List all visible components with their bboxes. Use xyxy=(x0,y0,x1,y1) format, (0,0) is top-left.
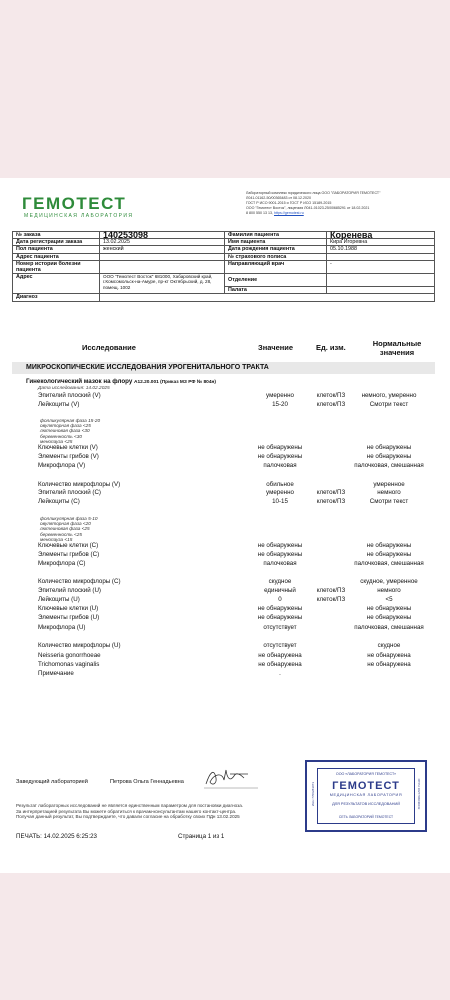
result-name: Эпителий плоский (C) xyxy=(38,489,101,496)
page-number: Страница 1 из 1 xyxy=(178,833,225,840)
ward-label: Палата xyxy=(225,287,327,294)
dept-label: Отделение xyxy=(225,274,327,287)
order-no-value: 140253098 xyxy=(100,232,225,239)
result-name: Элементы грибов (U) xyxy=(38,614,100,621)
group-code: A12.20.001 (Приказ МЗ РФ № 804н) xyxy=(134,380,216,385)
policy-value xyxy=(327,253,435,260)
result-name: Trichomonas vaginalis xyxy=(38,661,100,668)
stamp-main-text: ГЕМОТЕСТ xyxy=(332,780,400,792)
ref-note: беременность <30 xyxy=(40,433,82,439)
lab-info-line: Л041-01162-50/00365483 от 08.12.2020 xyxy=(246,196,312,200)
result-norm: немного xyxy=(377,587,401,594)
result-value: отсутствует xyxy=(263,642,297,649)
policy-label: № страхового полиса xyxy=(225,253,327,260)
signature-icon xyxy=(200,764,260,792)
result-norm: умеренное xyxy=(373,481,405,488)
result-unit: клеток/ПЗ xyxy=(316,392,346,399)
addr-value: ООО "Гемотест Восток" 681000, Хабаровский край, г.Комсомольск-на-Амуре, пр-кт Октябрьский, д. 28, помещ. 1002 xyxy=(100,274,225,294)
result-name: Эпителий плоский (V) xyxy=(38,392,101,399)
result-norm: немного, умеренно xyxy=(361,392,417,399)
birth-label: Дата рождения пациента xyxy=(225,246,327,253)
result-value: не обнаружены xyxy=(257,453,303,460)
result-norm: <5 xyxy=(385,596,393,603)
ref-notes-v xyxy=(40,418,100,444)
result-norm: Смотри текст xyxy=(369,498,409,505)
group-name: Гинекологический мазок на флору xyxy=(26,378,133,385)
disclaimer-line: Получая данный результат, Вы подтверждаете, что давали согласие на обработку своих ПДн 13.02.2025 xyxy=(16,814,240,820)
result-value: единичный xyxy=(264,587,296,594)
result-value: не обнаружены xyxy=(257,444,303,451)
result-name: Элементы грибов (V) xyxy=(38,453,99,460)
result-name: Ключевые клетки (C) xyxy=(38,542,99,549)
result-value: не обнаружены xyxy=(257,605,303,612)
patient-address-label: Адрес пациента xyxy=(13,253,100,260)
result-norm: не обнаружены xyxy=(366,551,412,558)
col-study-header: Исследование xyxy=(82,343,136,352)
stamp-for-text: ДЛЯ РЕЗУЛЬТАТОВ ИССЛЕДОВАНИЙ xyxy=(332,802,400,806)
ref-note: овуляторная фаза <25 xyxy=(40,423,91,429)
result-name: Примечание xyxy=(38,670,74,677)
result-name: Элементы грибов (C) xyxy=(38,551,100,558)
result-norm: не обнаружены xyxy=(366,605,412,612)
ref-note: фолликулярная фаза 5-10 xyxy=(40,516,98,521)
lab-phone: 8 800 550 13 13, xyxy=(246,211,273,215)
order-no-label: № заказа xyxy=(13,232,100,239)
result-name: Эпителий плоский (U) xyxy=(38,587,101,594)
result-value: умеренно xyxy=(266,489,294,496)
result-name: Количество микрофлоры (C) xyxy=(38,578,121,585)
col-norm-header: Нормальные значения xyxy=(372,339,422,357)
lab-report-sheet xyxy=(0,178,450,873)
stamp-inner-frame xyxy=(317,768,415,824)
result-value: не обнаружены xyxy=(257,542,303,549)
result-value: 0 xyxy=(278,596,282,603)
diag-value xyxy=(100,294,435,301)
result-name: Микрофлора (V) xyxy=(38,462,86,469)
result-norm: не обнаружены xyxy=(366,614,412,621)
result-name: Лейкоциты (V) xyxy=(38,401,80,408)
lab-info-line: ООО "Гемотест Восток", лицензия Л041-01023-25/00685291 от 18.02.2021 xyxy=(246,206,370,210)
result-norm: не обнаружена xyxy=(367,652,411,659)
result-name: Микрофлора (U) xyxy=(38,624,86,631)
lab-website-link[interactable]: https://gemotest.ru xyxy=(273,211,304,215)
result-name: Количество микрофлоры (U) xyxy=(38,642,121,649)
study-date: Дата исследования: 14.02.2025 xyxy=(38,386,110,391)
result-norm: скудное xyxy=(377,642,401,649)
result-value: палочковая xyxy=(263,560,297,567)
section-title: МИКРОСКОПИЧЕСКИЕ ИССЛЕДОВАНИЯ УРОГЕНИТАЛЬНОГО ТРАКТА xyxy=(26,364,269,371)
result-value: 15-20 xyxy=(272,401,288,408)
patient-info-table xyxy=(12,231,435,302)
logo-wordmark: ГЕМОТЕСТ xyxy=(22,194,127,213)
result-norm: не обнаружена xyxy=(367,661,411,668)
ref-note: лютеиновая фаза <30 xyxy=(40,428,90,434)
result-value: 10-15 xyxy=(272,498,288,505)
result-name: Ключевые клетки (V) xyxy=(38,444,98,451)
sex-value: женский xyxy=(100,246,225,253)
surname-label: Фамилия пациента xyxy=(225,232,327,239)
result-norm: немного xyxy=(377,489,401,496)
result-value: отсутствует xyxy=(263,624,297,631)
result-value: обильное xyxy=(266,481,294,488)
ward-value xyxy=(327,287,435,294)
result-unit: клеток/ПЗ xyxy=(316,596,346,603)
result-unit: клеток/ПЗ xyxy=(316,489,346,496)
result-name: Лейкоциты (C) xyxy=(38,498,80,505)
result-unit: клеток/ПЗ xyxy=(316,401,346,408)
ref-note: менопауза <25 xyxy=(40,438,73,444)
history-value xyxy=(100,260,225,273)
result-norm: палочковая, смешанная xyxy=(354,624,424,631)
history-label: Номер истории болезни пациента xyxy=(13,260,100,273)
result-value: не обнаружены xyxy=(257,551,303,558)
stamp-sub-text: МЕДИЦИНСКАЯ ЛАБОРАТОРИЯ xyxy=(329,793,403,797)
sex-label: Пол пациента xyxy=(13,246,100,253)
result-value: не обнаружена xyxy=(258,652,302,659)
lab-stamp xyxy=(305,760,427,832)
result-norm: скудное, умеренное xyxy=(360,578,418,585)
result-norm: Смотри текст xyxy=(369,401,409,408)
result-value: палочковая xyxy=(263,462,297,469)
group-title xyxy=(26,378,216,385)
result-norm: палочковая, смешанная xyxy=(354,560,424,567)
result-value: умеренно xyxy=(266,392,294,399)
head-label: Заведующий лабораторией xyxy=(16,779,88,785)
ref-note: менопауза <15 xyxy=(40,536,73,542)
result-unit: клеток/ПЗ xyxy=(316,498,346,505)
result-value: . xyxy=(279,670,281,677)
result-unit: клеток/ПЗ xyxy=(316,587,346,594)
print-timestamp: ПЕЧАТЬ: 14.02.2025 6:25:23 xyxy=(16,833,97,840)
doctor-value: - xyxy=(327,260,435,273)
patient-address-value xyxy=(100,253,225,260)
name-value: Кира Игоревна xyxy=(327,239,435,246)
logo-subtitle: МЕДИЦИНСКАЯ ЛАБОРАТОРИЯ xyxy=(24,213,134,219)
result-value: не обнаружены xyxy=(257,614,303,621)
result-norm: палочковая, смешанная xyxy=(354,462,424,469)
result-name: Лейкоциты (U) xyxy=(38,596,80,603)
stamp-bottom-text: СЕТЬ ЛАБОРАТОРИЙ ГЕМОТЕСТ xyxy=(338,815,394,819)
result-value: скудное xyxy=(268,578,292,585)
result-name: Neisseria gonorrhoeae xyxy=(38,652,101,659)
doctor-label: Направляющий врач xyxy=(225,260,327,273)
result-norm: не обнаружены xyxy=(366,453,412,460)
addr-label: Адрес xyxy=(13,274,100,294)
stamp-right-text: ОГРН 1027706040643 xyxy=(417,778,421,810)
result-norm: не обнаружены xyxy=(366,444,412,451)
ref-note: лютеиновая фаза <25 xyxy=(40,526,90,532)
birth-value: 05.10.1988 xyxy=(327,246,435,253)
disclaimer-line: За интерпретацией результата Вы можете обратиться к врачам-консультантам нашего контакт-центра. xyxy=(16,808,237,814)
result-value: не обнаружена xyxy=(258,661,302,668)
dept-value xyxy=(327,274,435,287)
ref-note: овуляторная фаза <20 xyxy=(40,521,91,527)
stamp-top-text: ООО «ЛАБОРАТОРИЯ ГЕМОТЕСТ» xyxy=(335,772,397,776)
reg-date-label: Дата регистрации заказа xyxy=(13,239,100,246)
result-norm: не обнаружены xyxy=(366,542,412,549)
diag-label: Диагноз xyxy=(13,294,100,301)
name-label: Имя пациента xyxy=(225,239,327,246)
result-name: Количество микрофлоры (V) xyxy=(38,481,121,488)
lab-info-block xyxy=(246,191,380,216)
col-unit-header: Ед. изм. xyxy=(316,343,346,352)
col-value-header: Значение xyxy=(258,343,294,352)
ref-note: беременность <25 xyxy=(40,531,82,537)
head-name: Петрова Ольга Геннадьевна xyxy=(110,779,184,785)
stamp-left-text: ИНН 7706283073 xyxy=(311,782,315,807)
reg-date-value: 13.02.2025 xyxy=(100,239,225,246)
lab-info-line: Лабораторный комплекс юридического лица ООО "ЛАБОРАТОРИЯ ГЕМОТЕСТ" xyxy=(246,191,381,195)
lab-info-line xyxy=(246,211,380,216)
disclaimer xyxy=(16,803,243,820)
ref-note: фолликулярная фаза 15-20 xyxy=(40,418,101,423)
disclaimer-line: Результат лабораторных исследований не является единственным параметром для постановки диагноза. xyxy=(16,803,244,808)
result-name: Ключевые клетки (U) xyxy=(38,605,99,612)
lab-info-line: ГОСТ Р ИСО 9001-2015 и ГОСТ Р ИСО 15189-2015 xyxy=(246,201,332,205)
result-name: Микрофлора (C) xyxy=(38,560,86,567)
surname-value: Коренева xyxy=(327,232,435,239)
ref-notes-c xyxy=(40,516,97,542)
section-title-bar xyxy=(12,362,435,374)
